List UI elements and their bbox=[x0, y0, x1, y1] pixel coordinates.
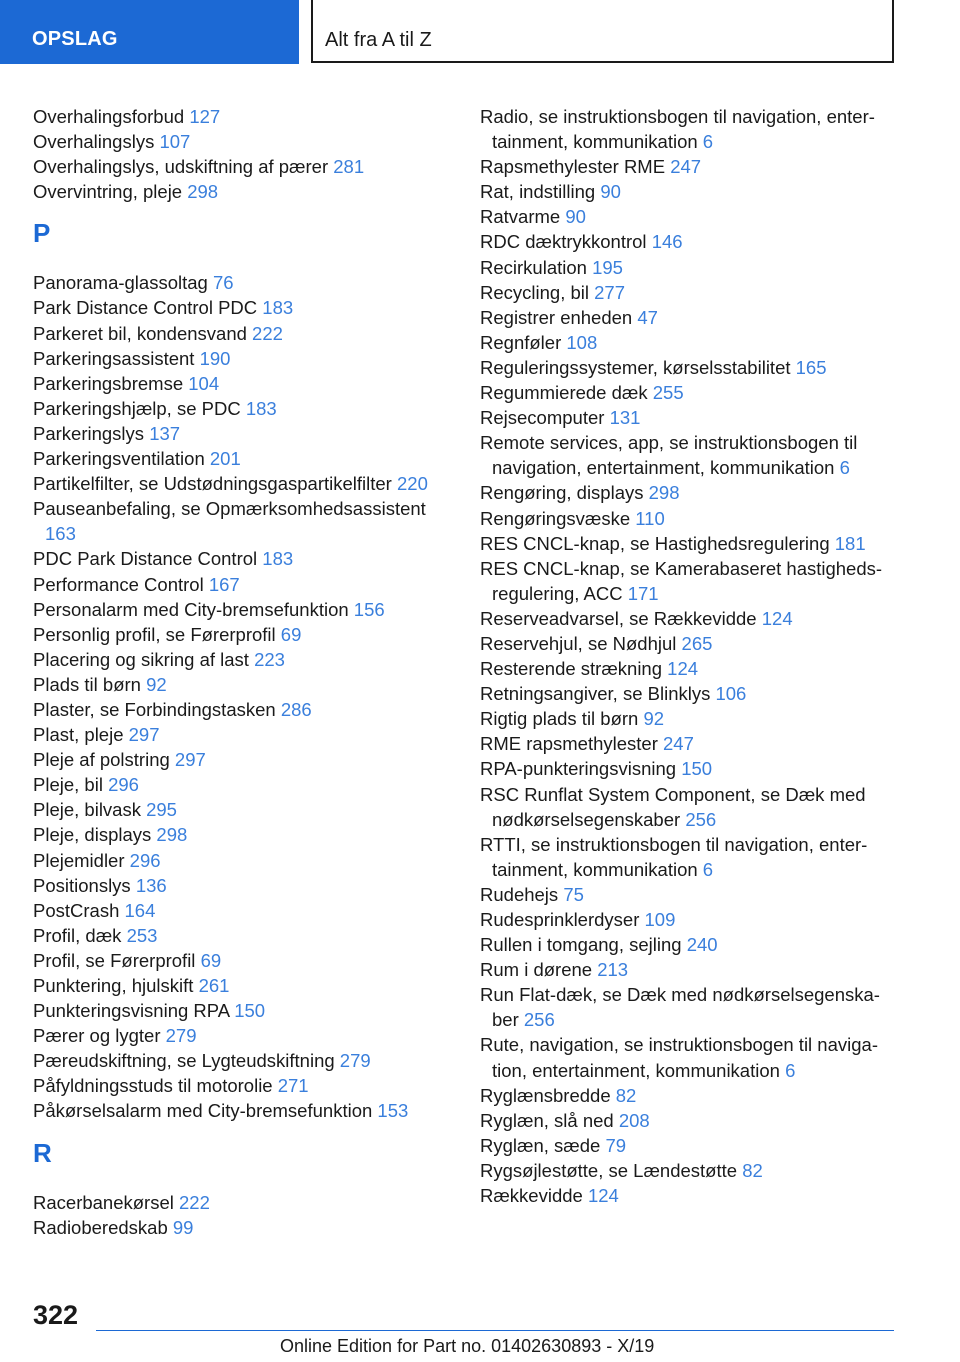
index-group-o bbox=[33, 104, 448, 204]
index-term: Overvintring, pleje bbox=[33, 181, 183, 203]
page-reference-link[interactable]: 277 bbox=[594, 281, 626, 303]
index-entry bbox=[33, 647, 448, 672]
index-entry bbox=[33, 1215, 448, 1240]
page-reference-link[interactable]: 150 bbox=[681, 758, 713, 780]
index-entry bbox=[480, 656, 900, 681]
index-entry bbox=[33, 973, 448, 998]
page-reference-link[interactable]: 195 bbox=[592, 256, 623, 278]
index-entry bbox=[480, 1133, 900, 1158]
page-reference-link[interactable]: 99 bbox=[172, 1216, 194, 1238]
page-reference-link[interactable]: 167 bbox=[208, 573, 240, 595]
index-term: Placering og sikring af last bbox=[33, 648, 249, 670]
page-reference-link[interactable]: 150 bbox=[234, 1000, 266, 1022]
index-entry bbox=[480, 882, 900, 907]
page-reference-link[interactable]: 104 bbox=[188, 372, 220, 394]
index-term: RSC Runflat System Component, se Dæk med nødkørselsegenskaber bbox=[480, 783, 866, 830]
page-reference-link[interactable]: 164 bbox=[124, 899, 156, 921]
page-reference-link[interactable]: 247 bbox=[670, 156, 702, 178]
index-term: Regnføler bbox=[480, 331, 562, 353]
index-term: Regummierede dæk bbox=[480, 382, 648, 404]
index-term: Rygsøjlestøtte, se Lændestøtte bbox=[480, 1159, 738, 1181]
page-reference-link[interactable]: 208 bbox=[618, 1109, 650, 1131]
index-entry bbox=[33, 622, 448, 647]
index-entry bbox=[33, 295, 448, 320]
index-entry bbox=[33, 572, 448, 597]
index-entry bbox=[480, 1158, 900, 1183]
index-term: Personalarm med City-bremsefunktion bbox=[33, 598, 349, 620]
index-column-right bbox=[480, 104, 900, 1208]
index-entry bbox=[33, 321, 448, 346]
index-entry bbox=[33, 923, 448, 948]
index-term: Punktering, hjulskift bbox=[33, 975, 194, 996]
index-term: Rat, indstilling bbox=[480, 181, 596, 203]
index-entry bbox=[480, 355, 900, 380]
index-term: Ryglæn, sæde bbox=[480, 1134, 601, 1156]
index-term: Pleje af polstring bbox=[33, 749, 170, 771]
page-reference-link[interactable]: 296 bbox=[129, 849, 161, 871]
page-reference-link[interactable]: 261 bbox=[198, 975, 230, 996]
index-entry bbox=[480, 1183, 900, 1208]
index-term: Rapsmethylester RME bbox=[480, 156, 666, 178]
page-reference-link[interactable]: 201 bbox=[209, 448, 241, 470]
index-term: Resterende strækning bbox=[480, 658, 663, 680]
index-entry bbox=[480, 1032, 900, 1082]
index-entry bbox=[480, 405, 900, 430]
index-term: RME rapsmethylester bbox=[480, 733, 658, 755]
page-reference-link[interactable]: 136 bbox=[135, 874, 167, 896]
index-entry bbox=[480, 229, 900, 254]
index-entry bbox=[33, 346, 448, 371]
index-term: RTTI, se instruktionsbogen til navigation, entertainment, kommunikation bbox=[480, 833, 868, 880]
index-column-left bbox=[33, 104, 448, 1240]
index-entry bbox=[480, 631, 900, 656]
page-reference-link[interactable]: 171 bbox=[627, 582, 659, 604]
page-reference-link[interactable]: 90 bbox=[600, 181, 621, 203]
index-entry bbox=[480, 706, 900, 731]
index-term: Ryglænsbredde bbox=[480, 1084, 611, 1106]
index-term: Rengøringsvæske bbox=[480, 507, 631, 529]
index-term: Rum i dørene bbox=[480, 959, 593, 981]
index-entry bbox=[33, 747, 448, 772]
index-term: Radio, se instruktionsbogen til navigation, entertainment, kommunikation bbox=[480, 106, 875, 153]
index-entry bbox=[33, 104, 448, 129]
index-term: Rullen i tomgang, sejling bbox=[480, 934, 682, 956]
page-reference-link[interactable]: 256 bbox=[685, 808, 717, 830]
index-entry bbox=[480, 531, 900, 556]
index-entry bbox=[480, 280, 900, 305]
page-reference-link[interactable]: 124 bbox=[587, 1185, 619, 1207]
index-entry bbox=[480, 782, 900, 832]
index-entry bbox=[33, 898, 448, 923]
index-term: Pleje, bil bbox=[33, 774, 103, 796]
page-reference-link[interactable]: 6 bbox=[702, 858, 714, 880]
index-entry bbox=[480, 1108, 900, 1133]
index-term: Rækkevidde bbox=[480, 1185, 583, 1207]
page-reference-link[interactable]: 131 bbox=[609, 407, 641, 429]
index-group-r bbox=[480, 104, 900, 1208]
index-term: Parkeringsventilation bbox=[33, 448, 205, 470]
page-reference-link[interactable]: 298 bbox=[187, 181, 219, 203]
index-entry bbox=[33, 848, 448, 873]
page-reference-link[interactable]: 109 bbox=[644, 909, 676, 930]
page-reference-link[interactable]: 298 bbox=[156, 824, 188, 846]
index-entry bbox=[480, 606, 900, 631]
index-group-p bbox=[33, 270, 448, 1123]
index-entry bbox=[480, 681, 900, 706]
index-entry bbox=[33, 546, 448, 571]
page-reference-link[interactable]: 156 bbox=[353, 598, 385, 620]
index-term: Remote services, app, se instruktionsbogen til navigation, entertainment, kommunikation bbox=[480, 432, 858, 479]
index-term: RES CNCL-knap, se Hastighedsregulering bbox=[480, 532, 830, 554]
index-term: Recirkulation bbox=[480, 256, 587, 278]
page-reference-link[interactable]: 69 bbox=[280, 623, 302, 645]
index-entry bbox=[480, 756, 900, 781]
index-letter-p: P bbox=[33, 218, 51, 249]
index-term: Rute, navigation, se instruktionsbogen til navigation, entertainment, kommunikation bbox=[480, 1034, 878, 1081]
index-term: Pleje, displays bbox=[33, 824, 152, 846]
page-title: Alt fra A til Z bbox=[325, 29, 432, 51]
page-reference-link[interactable]: 69 bbox=[200, 949, 222, 971]
index-term: RDC dæktrykkontrol bbox=[480, 231, 647, 253]
index-term: Plejemidler bbox=[33, 849, 125, 871]
index-term: Profil, se Førerprofil bbox=[33, 949, 196, 971]
index-entry bbox=[480, 556, 900, 606]
index-entry bbox=[33, 421, 448, 446]
page-reference-link[interactable]: 183 bbox=[245, 397, 277, 419]
index-entry bbox=[480, 982, 900, 1032]
index-term: Overhalingslys bbox=[33, 131, 155, 153]
index-entry bbox=[480, 179, 900, 204]
index-term: Reservehjul, se Nødhjul bbox=[480, 632, 677, 654]
page-reference-link[interactable]: 153 bbox=[377, 1100, 409, 1122]
index-entry bbox=[480, 506, 900, 531]
index-entry bbox=[480, 305, 900, 330]
index-term: Pærer og lygter bbox=[33, 1025, 161, 1047]
index-term: Rigtig plads til børn bbox=[480, 708, 639, 730]
index-entry bbox=[33, 1023, 448, 1048]
index-entry bbox=[480, 480, 900, 505]
page-reference-link[interactable]: 256 bbox=[523, 1009, 555, 1031]
page-reference-link[interactable]: 76 bbox=[212, 272, 234, 294]
index-term: Recycling, bil bbox=[480, 281, 589, 303]
index-entry bbox=[33, 270, 448, 295]
index-term: Performance Control bbox=[33, 573, 204, 595]
index-term: Partikelfilter, se Udstødningsgaspartikelfilter bbox=[33, 473, 392, 495]
index-entry bbox=[33, 597, 448, 622]
index-letter-r: R bbox=[33, 1137, 52, 1168]
index-term: Reserveadvarsel, se Rækkevidde bbox=[480, 607, 757, 629]
index-term: RES CNCL-knap, se Kamerabaseret hastighedsregulering, ACC bbox=[480, 557, 883, 604]
index-entry bbox=[33, 1098, 448, 1123]
page-reference-link[interactable]: 110 bbox=[635, 507, 665, 529]
index-entry bbox=[33, 396, 448, 421]
section-tab-label: OPSLAG bbox=[32, 28, 118, 50]
index-entry bbox=[33, 496, 448, 546]
page-reference-link[interactable]: 279 bbox=[339, 1050, 371, 1072]
page-reference-link[interactable]: 281 bbox=[333, 156, 365, 178]
index-entry bbox=[480, 255, 900, 280]
index-term: Plaster, se Forbindingstasken bbox=[33, 698, 276, 720]
index-entry bbox=[480, 731, 900, 756]
index-term: Overhalingsforbud bbox=[33, 106, 185, 127]
page-reference-link[interactable]: 296 bbox=[108, 774, 139, 796]
page-reference-link[interactable]: 286 bbox=[280, 698, 312, 720]
page-reference-link[interactable]: 297 bbox=[174, 749, 206, 771]
index-term: RPA-punkteringsvisning bbox=[480, 758, 677, 780]
page-reference-link[interactable]: 6 bbox=[785, 1059, 796, 1081]
index-term: Park Distance Control PDC bbox=[33, 297, 258, 319]
page-reference-link[interactable]: 222 bbox=[179, 1191, 210, 1213]
page-reference-link[interactable]: 6 bbox=[839, 457, 850, 479]
page-reference-link[interactable]: 163 bbox=[45, 523, 76, 545]
page-reference-link[interactable]: 75 bbox=[563, 883, 584, 905]
index-entry bbox=[33, 1190, 448, 1215]
index-term: Parkeringsassistent bbox=[33, 347, 195, 369]
page-reference-link[interactable]: 124 bbox=[761, 607, 793, 629]
index-term: Plast, pleje bbox=[33, 724, 124, 746]
index-entry bbox=[33, 154, 448, 179]
index-entry bbox=[33, 1073, 448, 1098]
index-term: Ratvarme bbox=[480, 206, 561, 228]
page-reference-link[interactable]: 190 bbox=[199, 347, 231, 369]
index-term: Positionslys bbox=[33, 874, 131, 896]
page-reference-link[interactable]: 295 bbox=[146, 799, 177, 821]
page-reference-link[interactable]: 82 bbox=[742, 1159, 763, 1181]
page-reference-link[interactable]: 222 bbox=[252, 322, 283, 344]
index-term: Profil, dæk bbox=[33, 924, 122, 946]
index-term: Retningsangiver, se Blinklys bbox=[480, 683, 711, 705]
index-term: Pæreudskiftning, se Lygteudskiftning bbox=[33, 1050, 335, 1072]
page-reference-link[interactable]: 255 bbox=[652, 382, 684, 404]
index-term: Radioberedskab bbox=[33, 1216, 168, 1238]
index-entry bbox=[480, 104, 900, 154]
page-reference-link[interactable]: 183 bbox=[262, 297, 294, 319]
page-reference-link[interactable]: 137 bbox=[149, 422, 181, 444]
page-reference-link[interactable]: 213 bbox=[597, 959, 629, 981]
index-entry bbox=[33, 371, 448, 396]
index-term: PostCrash bbox=[33, 899, 120, 921]
page-reference-link[interactable]: 6 bbox=[702, 131, 714, 153]
page-reference-link[interactable]: 92 bbox=[643, 708, 665, 730]
index-entry bbox=[33, 446, 448, 471]
index-entry bbox=[33, 697, 448, 722]
index-group-r-start bbox=[33, 1190, 448, 1240]
index-term: Parkeret bil, kondensvand bbox=[33, 322, 247, 344]
index-entry bbox=[33, 948, 448, 973]
index-term: Påkørselsalarm med City-bremsefunktion bbox=[33, 1100, 373, 1122]
page-reference-link[interactable]: 297 bbox=[128, 724, 160, 746]
index-entry bbox=[33, 822, 448, 847]
index-entry bbox=[33, 722, 448, 747]
footer-edition: Online Edition for Part no. 01402630893 - X/19 bbox=[280, 1336, 655, 1356]
page-reference-link[interactable]: 124 bbox=[667, 658, 699, 680]
footer-divider bbox=[96, 1330, 894, 1331]
index-term: Parkeringsbremse bbox=[33, 372, 184, 394]
index-entry bbox=[480, 832, 900, 882]
index-entry bbox=[480, 380, 900, 405]
page-reference-link[interactable]: 146 bbox=[651, 231, 683, 253]
index-entry bbox=[480, 957, 900, 982]
index-term: Påfyldningsstuds til motorolie bbox=[33, 1075, 273, 1097]
index-entry bbox=[33, 1048, 448, 1073]
index-term: Overhalingslys, udskiftning af pærer bbox=[33, 156, 329, 178]
index-term: Reguleringssystemer, kørselsstabilitet bbox=[480, 356, 791, 378]
page-reference-link[interactable]: 183 bbox=[262, 548, 294, 570]
index-term: Pauseanbefaling, se Opmærksomhedsassistent bbox=[33, 498, 426, 520]
index-term: Rudesprinklerdyser bbox=[480, 909, 640, 930]
page-reference-link[interactable]: 298 bbox=[648, 482, 680, 504]
page-reference-link[interactable]: 247 bbox=[663, 733, 694, 755]
page-reference-link[interactable]: 223 bbox=[254, 648, 285, 670]
page-reference-link[interactable]: 108 bbox=[566, 331, 598, 353]
page-reference-link[interactable]: 240 bbox=[686, 934, 718, 956]
index-entry bbox=[480, 430, 900, 480]
page-reference-link[interactable]: 253 bbox=[126, 924, 158, 946]
index-term: Parkeringshjælp, se PDC bbox=[33, 397, 241, 419]
page-reference-link[interactable]: 127 bbox=[189, 106, 221, 127]
index-term: Racerbanekørsel bbox=[33, 1191, 174, 1213]
page-reference-link[interactable]: 92 bbox=[146, 673, 167, 695]
index-entry bbox=[33, 672, 448, 697]
index-entry bbox=[33, 179, 448, 204]
index-term: Panorama-glassoltag bbox=[33, 272, 208, 294]
index-term: Run Flat-dæk, se Dæk med nødkørselsegenskaber bbox=[480, 984, 880, 1031]
page-reference-link[interactable]: 279 bbox=[165, 1025, 197, 1047]
page-reference-link[interactable]: 79 bbox=[605, 1134, 627, 1156]
index-term: Plads til børn bbox=[33, 673, 141, 695]
page-reference-link[interactable]: 271 bbox=[277, 1075, 309, 1097]
index-entry bbox=[480, 330, 900, 355]
index-term: PDC Park Distance Control bbox=[33, 548, 258, 570]
index-entry bbox=[33, 873, 448, 898]
index-term: Pleje, bilvask bbox=[33, 799, 141, 821]
page-number: 322 bbox=[33, 1300, 79, 1330]
index-term: Personlig profil, se Førerprofil bbox=[33, 623, 276, 645]
index-entry bbox=[33, 772, 448, 797]
index-entry bbox=[480, 907, 900, 932]
page-reference-link[interactable]: 165 bbox=[795, 356, 827, 378]
index-term: Parkeringslys bbox=[33, 422, 145, 444]
index-entry bbox=[480, 154, 900, 179]
page-reference-link[interactable]: 82 bbox=[615, 1084, 637, 1106]
index-term: Rudehejs bbox=[480, 883, 559, 905]
index-term: Rengøring, displays bbox=[480, 482, 644, 504]
page-reference-link[interactable]: 181 bbox=[834, 532, 866, 554]
page-reference-link[interactable]: 47 bbox=[637, 306, 658, 328]
index-entry bbox=[480, 1083, 900, 1108]
index-term: Rejsecomputer bbox=[480, 407, 605, 429]
index-entry bbox=[33, 797, 448, 822]
index-term: Registrer enheden bbox=[480, 306, 633, 328]
index-term: Punkteringsvisning RPA bbox=[33, 1000, 230, 1022]
page-reference-link[interactable]: 106 bbox=[715, 683, 747, 705]
index-entry bbox=[33, 129, 448, 154]
index-entry bbox=[33, 471, 448, 496]
index-entry bbox=[33, 998, 448, 1023]
index-entry bbox=[480, 932, 900, 957]
page-reference-link[interactable]: 90 bbox=[565, 206, 586, 228]
index-entry bbox=[480, 204, 900, 229]
index-term: Ryglæn, slå ned bbox=[480, 1109, 614, 1131]
page-reference-link[interactable]: 220 bbox=[397, 473, 428, 495]
page-reference-link[interactable]: 107 bbox=[159, 131, 191, 153]
page-reference-link[interactable]: 265 bbox=[681, 632, 713, 654]
